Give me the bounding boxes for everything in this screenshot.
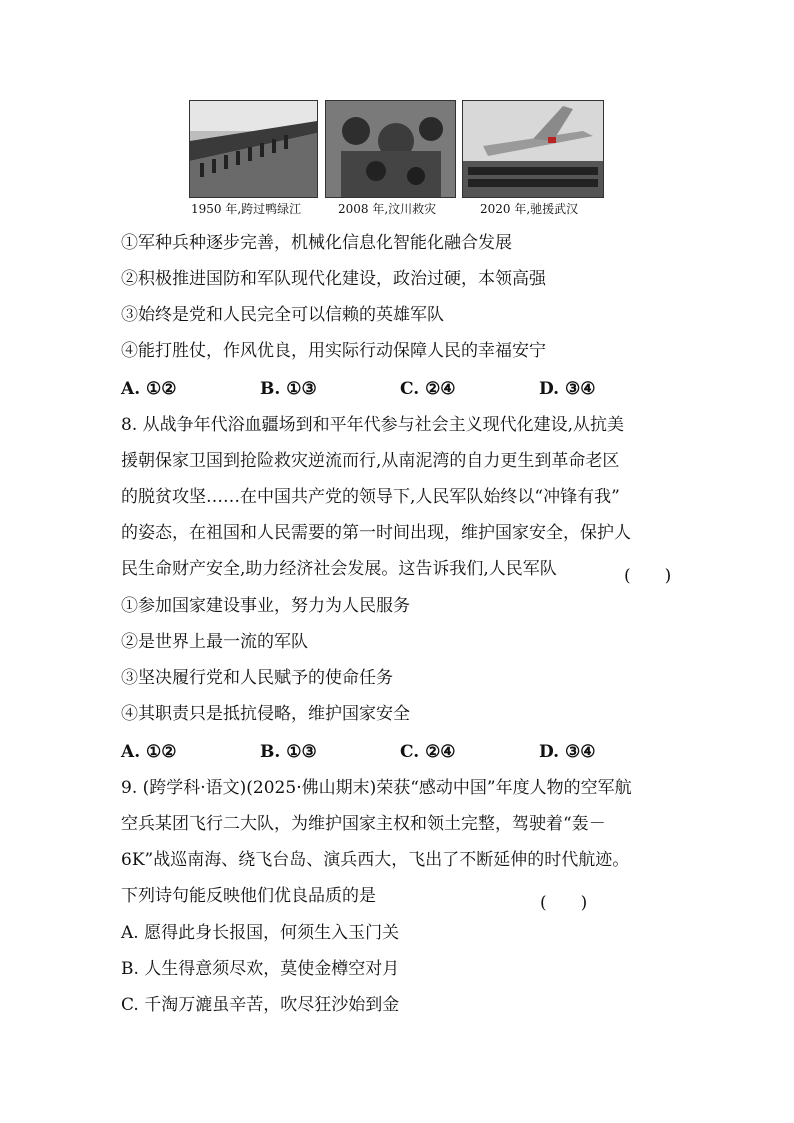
q7-statement-1: ①军种兵种逐步完善，机械化信息化智能化融合发展: [121, 233, 512, 253]
q8-statement-4: ④其职责只是抵抗侵略，维护国家安全: [121, 704, 410, 724]
q9-stem-line-3: 6K”战巡南海、绕飞台岛、演兵西大，飞出了不断延伸的时代航迹。: [121, 850, 630, 870]
q9-stem-line-4: 下列诗句能反映他们优良品质的是: [121, 886, 376, 906]
photo-caption: 1950 年,跨过鸭绿江: [191, 202, 302, 216]
q8-stem-line-1: 8. 从战争年代浴血疆场到和平年代参与社会主义现代化建设,从抗美: [121, 415, 625, 435]
q7-option-b[interactable]: B. ①③: [260, 379, 317, 399]
q8-statement-2: ②是世界上最一流的军队: [121, 632, 308, 652]
q7-statement-4: ④能打胜仗，作风优良，用实际行动保障人民的幸福安宁: [121, 341, 546, 361]
q8-stem-line-5: 民生命财产安全,助力经济社会发展。这告诉我们,人民军队: [121, 559, 557, 579]
q7-statement-3: ③始终是党和人民完全可以信赖的英雄军队: [121, 305, 444, 325]
q8-stem-line-3: 的脱贫攻坚……在中国共产党的领导下,人民军队始终以“冲锋有我”: [121, 487, 620, 507]
q8-option-c[interactable]: C. ②④: [400, 742, 456, 762]
q8-answer-blank[interactable]: ( ): [624, 566, 672, 586]
q7-option-a[interactable]: A. ①②: [121, 379, 177, 399]
q9-choice-b[interactable]: B. 人生得意须尽欢，莫使金樽空对月: [121, 959, 400, 979]
q9-choice-a[interactable]: A. 愿得此身长报国，何须生入玉门关: [121, 923, 400, 943]
q8-stem-line-4: 的姿态，在祖国和人民需要的第一时间出现，维护国家安全，保护人: [121, 523, 631, 543]
photo-caption: 2008 年,汶川救灾: [338, 202, 437, 216]
q8-option-d[interactable]: D. ③④: [539, 742, 596, 762]
q8-option-b[interactable]: B. ①③: [260, 742, 317, 762]
q8-statement-3: ③坚决履行党和人民赋予的使命任务: [121, 668, 393, 688]
q7-statement-2: ②积极推进国防和军队现代化建设，政治过硬，本领高强: [121, 269, 546, 289]
photo-caption: 2020 年,驰援武汉: [480, 202, 579, 216]
q9-answer-blank[interactable]: ( ): [540, 893, 588, 913]
q7-option-c[interactable]: C. ②④: [400, 379, 456, 399]
photo-crossing-yalu-river: [189, 100, 318, 198]
photo-strip: [189, 100, 603, 196]
q8-options: [121, 742, 681, 762]
q7-options: [121, 379, 681, 399]
q9-choice-c[interactable]: C. 千淘万漉虽辛苦，吹尽狂沙始到金: [121, 995, 400, 1015]
q9-stem-line-1: 9. (跨学科·语文)(2025·佛山期末)荣获“感动中国”年度人物的空军航: [121, 778, 632, 798]
photo-wenchuan-rescue: [325, 100, 456, 198]
q9-stem-line-2: 空兵某团飞行二大队，为维护国家主权和领土完整，驾驶着“轰－: [121, 814, 606, 834]
photo-wuhan-aid: [462, 100, 604, 198]
q7-option-d[interactable]: D. ③④: [539, 379, 596, 399]
q8-option-a[interactable]: A. ①②: [121, 742, 177, 762]
q8-statement-1: ①参加国家建设事业，努力为人民服务: [121, 596, 410, 616]
q8-stem-line-2: 援朝保家卫国到抢险救灾逆流而行,从南泥湾的自力更生到革命老区: [121, 451, 620, 471]
